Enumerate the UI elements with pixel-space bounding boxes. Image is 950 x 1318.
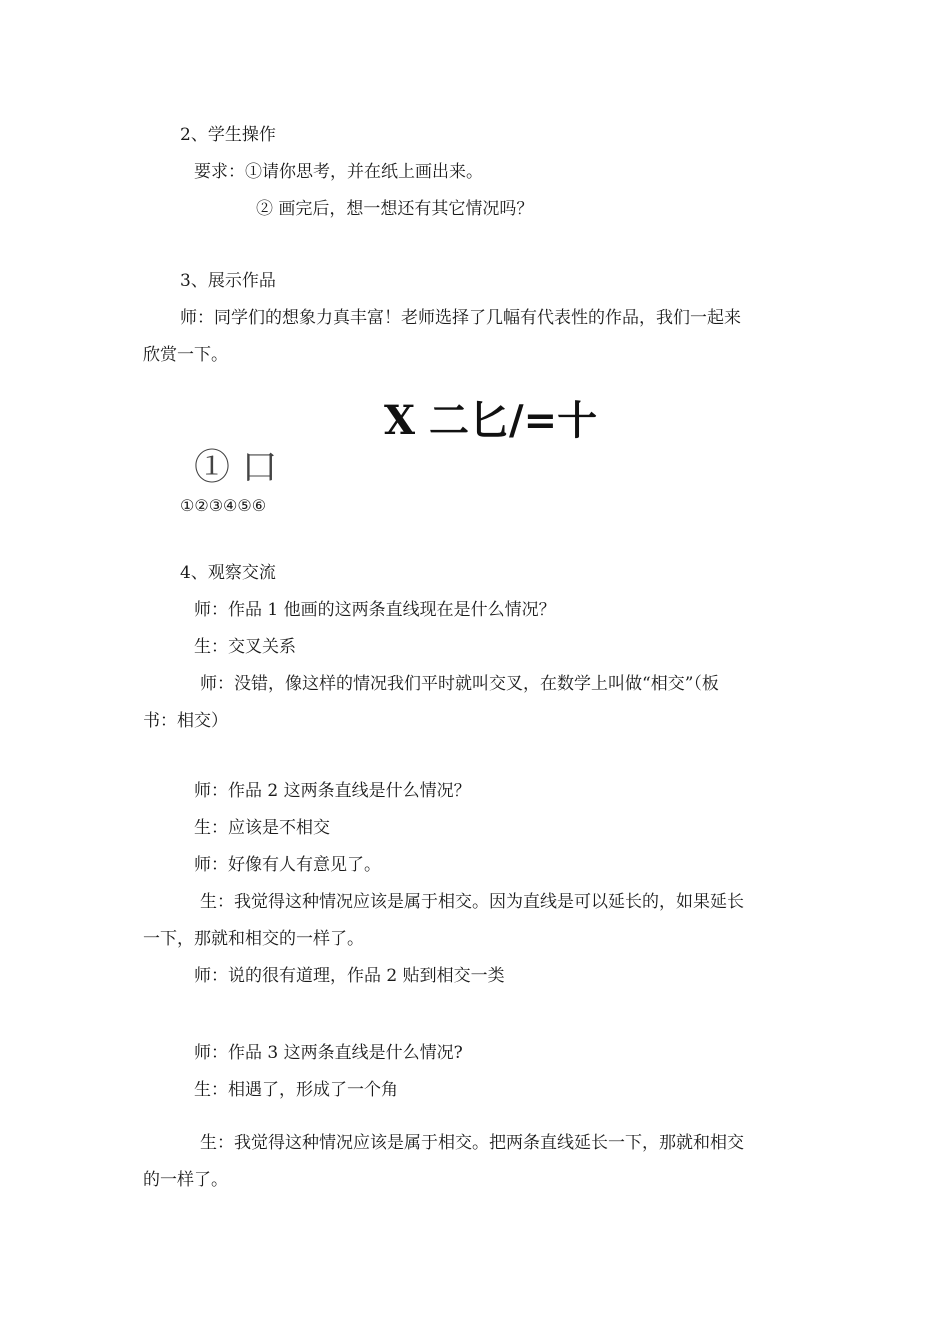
figure-number-labels: ①②③④⑤⑥ — [180, 496, 267, 515]
dialogue-line: 生：交叉关系 — [194, 637, 296, 657]
dialogue-line: 师：作品 1 他画的这两条直线现在是什么情况？ — [194, 600, 556, 620]
dialogue-line: 师：好像有人有意见了。 — [194, 855, 381, 875]
dialogue-line: 一下，那就和相交的一样了。 — [143, 929, 364, 949]
dialogue-line: 师：作品 2 这两条直线是什么情况？ — [194, 781, 471, 801]
requirement-line-2: ② 画完后，想一想还有其它情况吗？ — [256, 199, 534, 219]
dialogue-line: 生：我觉得这种情况应该是属于相交。把两条直线延长一下，那就和相交 — [200, 1133, 744, 1153]
figure-symbols: X 二匕/=十 — [384, 397, 598, 444]
dialogue-line: 师：作品 3 这两条直线是什么情况? — [194, 1043, 463, 1063]
dialogue-line: 生：应该是不相交 — [194, 818, 330, 838]
requirement-line-1: 要求：①请你思考，并在纸上画出来。 — [194, 162, 483, 182]
figure-circle-box: ① 口 — [194, 447, 278, 488]
dialogue-line: 书：相交） — [143, 711, 228, 731]
section4-heading: 4、观察交流 — [180, 563, 276, 583]
dialogue-line: 生：我觉得这种情况应该是属于相交。因为直线是可以延长的，如果延长 — [200, 892, 744, 912]
dialogue-line: 师：没错，像这样的情况我们平时就叫交叉，在数学上叫做“相交”（板 — [200, 674, 719, 694]
section3-paragraph-line-2: 欣赏一下。 — [143, 345, 228, 365]
section3-paragraph-line-1: 师：同学们的想象力真丰富！老师选择了几幅有代表性的作品，我们一起来 — [180, 308, 741, 328]
section3-heading: 3、展示作品 — [180, 271, 276, 291]
section2-heading: 2、学生操作 — [180, 125, 276, 145]
dialogue-line: 师：说的很有道理，作品 2 贴到相交一类 — [194, 966, 505, 986]
dialogue-line: 的一样了。 — [143, 1170, 228, 1190]
dialogue-line: 生：相遇了，形成了一个角 — [194, 1080, 398, 1100]
